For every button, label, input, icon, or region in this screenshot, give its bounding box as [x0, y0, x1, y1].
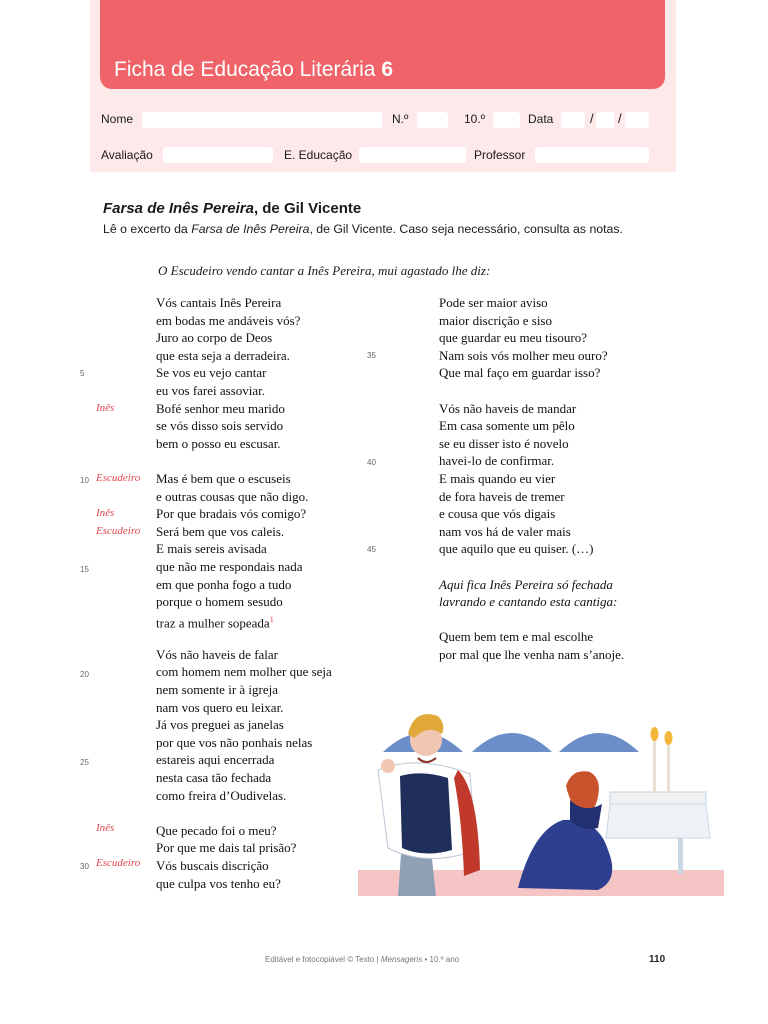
verse-line: estareis aqui encerrada [156, 752, 275, 768]
scene-illustration [358, 700, 724, 896]
verse-line: Em casa somente um pêlo [439, 418, 575, 434]
verse-line: Que mal faço em guardar isso? [439, 365, 601, 381]
verse-line: que guardar eu meu tisouro? [439, 330, 588, 346]
line-number: 35 [367, 351, 376, 360]
guardian-label: E. Educação [284, 148, 353, 162]
evaluation-label: Avaliação [101, 148, 153, 162]
verse-line: como freira d’Oudivelas. [156, 787, 287, 803]
page-title: Ficha de Educação Literária 6 [114, 58, 394, 81]
song-line: por mal que lhe venha nam s’anoje. [439, 646, 625, 662]
date-month-field[interactable] [596, 112, 614, 128]
year-label: 10.º [464, 112, 486, 126]
number-label: N.º [392, 112, 409, 126]
line-number: 5 [80, 369, 85, 378]
table [610, 792, 706, 804]
instruction: Lê o excerto da Farsa de Inês Pereira, de Gil Vicente. Caso seja necessário, consulta as notas. [103, 222, 623, 236]
line-number: 20 [80, 670, 89, 679]
verse-line: Por que me dais tal prisão? [156, 840, 297, 856]
speaker-ines: Inês [96, 507, 115, 519]
verse-line: bem o posso eu escusar. [156, 435, 281, 451]
name-label: Nome [101, 112, 134, 126]
verse-line: Já vos preguei as janelas [156, 717, 284, 733]
verse-line: eu vos farei assoviar. [156, 382, 266, 398]
verse-line: que não me respondais nada [156, 558, 303, 574]
line-number: 10 [80, 476, 89, 485]
title-bar [100, 0, 665, 89]
date-label: Data [528, 112, 554, 126]
verse-line: Vós não haveis de falar [156, 646, 279, 662]
verse-line: e outras cousas que não digo. [156, 488, 309, 504]
verse-line: Pode ser maior aviso [439, 295, 548, 310]
verse-line: Vós cantais Inês Pereira [156, 295, 282, 310]
date-separator: / [590, 111, 594, 126]
speaker-escudeiro: Escudeiro [96, 472, 141, 484]
verse-line: maior discrição e siso [439, 312, 552, 328]
verse-line: que aquilo que eu quiser. (…) [439, 541, 594, 557]
verse-line: de fora haveis de tremer [439, 488, 565, 504]
class-field[interactable] [493, 112, 520, 128]
verse-line: em bodas me andáveis vós? [156, 312, 301, 328]
stage-direction: Aqui fica Inês Pereira só fechada [439, 576, 613, 592]
line-number: 15 [80, 565, 89, 574]
teacher-field[interactable] [535, 147, 649, 163]
candle [653, 740, 656, 792]
verse-line: E mais quando eu vier [439, 470, 556, 486]
verse-line: porque o homem sesudo [156, 594, 283, 610]
verse-line: nam vos quero eu leixar. [156, 699, 284, 715]
verse-line: nam vos há de valer mais [439, 523, 571, 539]
evaluation-field[interactable] [163, 147, 273, 163]
verse-line: Se vos eu vejo cantar [156, 365, 267, 381]
left-column-verses [156, 294, 332, 892]
date-year-field[interactable] [625, 112, 649, 128]
verse-line: em que ponha fogo a tudo [156, 576, 292, 592]
page-number: 110 [649, 954, 666, 965]
scene-intro: O Escudeiro vendo cantar a Inês Pereira, mui agastado lhe diz: [158, 263, 491, 278]
verse-line: por que vos não ponhais nelas [156, 734, 313, 750]
line-number: 30 [80, 862, 89, 871]
verse-line: traz a mulher sopeada$^1$ [156, 614, 274, 631]
right-column-verses [439, 294, 624, 663]
line-number: 40 [367, 458, 376, 467]
note-marker: 1 [269, 614, 274, 624]
guardian-field[interactable] [359, 147, 466, 163]
verse-line: Bofé senhor meu marido [156, 400, 285, 416]
date-day-field[interactable] [561, 112, 585, 128]
speaker-escudeiro: Escudeiro [96, 525, 141, 537]
verse-line: Que pecado foi o meu? [156, 822, 277, 838]
teacher-label: Professor [474, 148, 526, 162]
sheet-number: 6 [381, 58, 394, 81]
verse-line: com homem nem molher que seja [156, 664, 332, 680]
date-separator: / [618, 111, 622, 126]
verse-line: que esta seja a derradeira. [156, 347, 290, 363]
stage-direction: lavrando e cantando esta cantiga: [439, 594, 618, 610]
candle [667, 744, 670, 792]
verse-line: havei-lo de confirmar. [439, 453, 555, 469]
verse-line: se eu disser isto é novelo [439, 435, 569, 451]
verse-line: Nam sois vós molher meu ouro? [439, 347, 608, 363]
verse-line: Vós buscais discrição [156, 858, 269, 873]
speaker-escudeiro: Escudeiro [96, 857, 141, 869]
number-field[interactable] [417, 112, 448, 128]
verse-line: se vós disso sois servido [156, 418, 284, 434]
verse-line: nesta casa tão fechada [156, 770, 272, 786]
work-title: Farsa de Inês Pereira, de Gil Vicente [103, 200, 362, 217]
verse-line: Por que bradais vós comigo? [156, 506, 307, 522]
name-field[interactable] [142, 112, 382, 128]
verse-line: Será bem que vos caleis. [156, 523, 285, 539]
verse-line: nem somente ir à igreja [156, 682, 279, 698]
verse-line: Juro ao corpo de Deos [156, 330, 273, 346]
verse-line: que culpa vos tenho eu? [156, 875, 281, 891]
speaker-ines: Inês [96, 402, 115, 414]
speaker-ines: Inês [96, 822, 115, 834]
line-number: 25 [80, 758, 89, 767]
verse-line: e cousa que vós digais [439, 506, 556, 522]
verse-line: Mas é bem que o escuseis [156, 470, 291, 486]
verse-line: E mais sereis avisada [156, 541, 267, 557]
footer-credit: Editável e fotocopiável © Texto | Mensagens • 10.º ano [265, 955, 460, 964]
song-line: Quem bem tem e mal escolhe [439, 629, 594, 645]
line-number: 45 [367, 545, 376, 554]
verse-line: Vós não haveis de mandar [439, 400, 577, 416]
